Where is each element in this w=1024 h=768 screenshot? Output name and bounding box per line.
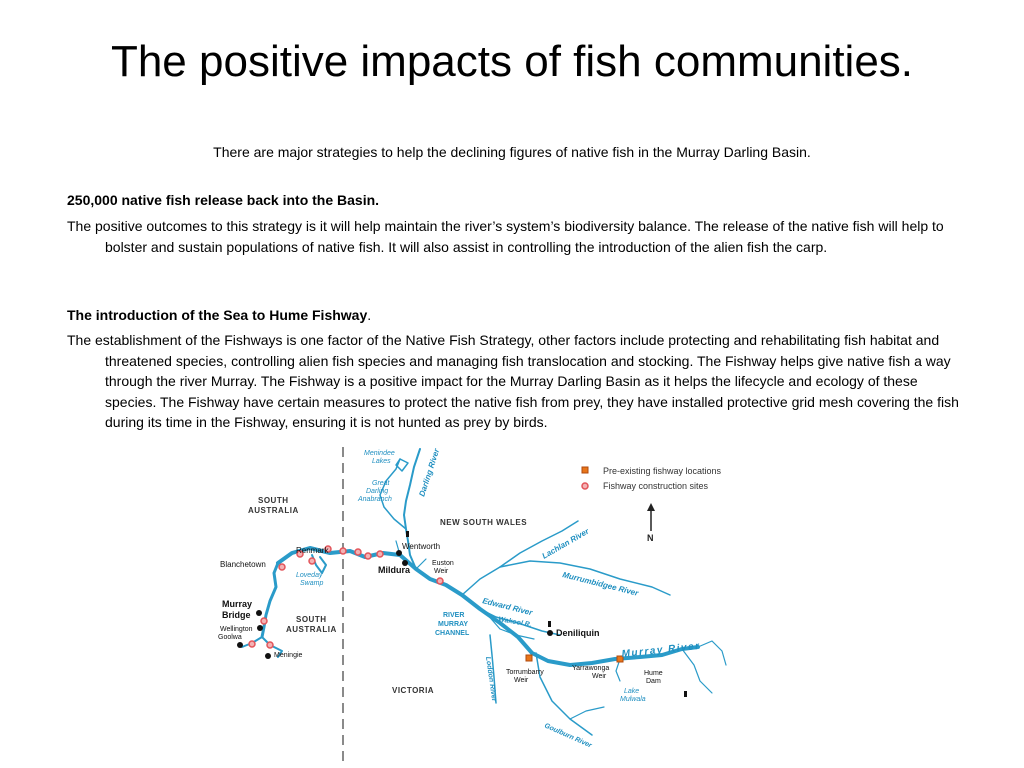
legend-existing-label: Pre-existing fishway locations bbox=[603, 466, 722, 476]
label-murrumbidgee-river: Murrumbidgee River bbox=[561, 570, 640, 598]
label-mulwala-2: Mulwala bbox=[620, 696, 646, 703]
label-channel-2: MURRAY bbox=[438, 621, 469, 628]
label-loveday-2: Swamp bbox=[300, 580, 324, 587]
label-euston-2: Weir bbox=[434, 568, 449, 575]
label-torrumbarry-2: Weir bbox=[514, 677, 529, 684]
section2-heading: The introduction of the Sea to Hume Fishway bbox=[67, 307, 368, 323]
label-great-1: Great bbox=[372, 480, 390, 487]
construction-site-marker bbox=[437, 578, 443, 584]
label-euston-1: Euston bbox=[432, 560, 454, 567]
section1-heading: 250,000 native fish release back into the Basin. bbox=[67, 192, 380, 208]
label-goolwa: Goolwa bbox=[218, 634, 242, 641]
legend-existing-swatch bbox=[582, 467, 588, 473]
label-wentworth: Wentworth bbox=[402, 542, 441, 551]
label-lachlan-river: Lachlan River bbox=[540, 526, 591, 561]
construction-site-marker bbox=[377, 551, 383, 557]
meningie-dot bbox=[265, 653, 271, 659]
construction-site-marker bbox=[340, 548, 346, 554]
slide-title: The positive impacts of fish communities. bbox=[110, 37, 914, 86]
wellington-dot bbox=[257, 625, 263, 631]
label-channel-3: CHANNEL bbox=[435, 630, 470, 637]
tick-mark bbox=[684, 691, 687, 697]
region-sa-mid-1: SOUTH bbox=[296, 615, 327, 624]
channel-labels bbox=[435, 612, 470, 637]
section2-heading-period: . bbox=[367, 307, 372, 323]
label-wakool-river: Wakool R. bbox=[497, 616, 533, 629]
legend-construction-label: Fishway construction sites bbox=[603, 481, 709, 491]
river-network bbox=[242, 449, 726, 735]
goulburn-branch-line bbox=[570, 707, 604, 719]
label-great-2: Darling bbox=[366, 488, 389, 495]
label-darling-river: Darling River bbox=[417, 447, 442, 498]
label-renmark: Renmark bbox=[296, 546, 329, 555]
label-mulwala-1: Lake bbox=[624, 688, 640, 695]
north-label: N bbox=[647, 533, 654, 543]
construction-site-marker bbox=[309, 558, 315, 564]
region-sa-top-2: AUSTRALIA bbox=[248, 506, 299, 515]
label-wellington: Wellington bbox=[220, 626, 253, 633]
section2-body: The establishment of the Fishways is one factor of the Native Fish Strategy, other factors include protecting and rehabilitating fish habitat and threatened species, controlling alien fish species and managing fish translocation and stocking. The Fishway helps give native fish a way through the river Murray. The Fishway is a positive impact for the Murray Darling Basin as it helps the lifecycle and ecology of these species. The Fishway have certain measures to protect the native fish from prey, they have installed protective grid mesh covering the fish during its time in the Fishway, ensuring it is not hunted as prey by birds. bbox=[67, 332, 959, 430]
label-hume-2: Dam bbox=[646, 678, 661, 685]
label-murray-river: Murray River bbox=[621, 640, 702, 660]
region-sa-mid-2: AUSTRALIA bbox=[286, 625, 337, 634]
legend-construction-swatch bbox=[582, 483, 588, 489]
construction-site-marker bbox=[261, 618, 267, 624]
label-hume-1: Hume bbox=[644, 670, 663, 677]
existing-fishway-marker bbox=[526, 655, 532, 661]
map-legend bbox=[582, 466, 722, 491]
construction-site-marker bbox=[267, 642, 273, 648]
tick-mark bbox=[548, 621, 551, 627]
goolwa-dot bbox=[237, 642, 243, 648]
label-deniliquin: Deniliquin bbox=[556, 628, 600, 638]
construction-site-marker bbox=[365, 553, 371, 559]
section1-body: The positive outcomes to this strategy is it will help maintain the river’s system’s biodiversity balance. The release of the native fish will help to bolster and sustain populations of native fish. It will also assist in controlling the introduction of the alien fish the carp. bbox=[67, 218, 944, 255]
construction-site-marker bbox=[355, 549, 361, 555]
river-labels bbox=[417, 447, 701, 750]
label-yarrawonga-2: Weir bbox=[592, 673, 607, 680]
region-sa-top-1: SOUTH bbox=[258, 496, 289, 505]
deniliquin-dot bbox=[547, 630, 553, 636]
label-channel-1: RIVER bbox=[443, 612, 465, 619]
region-nsw: NEW SOUTH WALES bbox=[440, 518, 528, 527]
label-menindee-1: Menindee bbox=[364, 450, 395, 457]
label-goulburn-river: Goulburn River bbox=[543, 722, 593, 750]
label-torrumbarry-1: Torrumbarry bbox=[506, 669, 544, 676]
lower-murray-line bbox=[262, 563, 278, 637]
intro-text: There are major strategies to help the declining figures of native fish in the Murray Darling Basin. bbox=[213, 144, 811, 160]
label-great-3: Anabranch bbox=[358, 496, 392, 503]
label-murray-bridge-2: Bridge bbox=[222, 610, 251, 620]
label-mildura: Mildura bbox=[378, 565, 411, 575]
darling-river-line bbox=[404, 449, 420, 569]
section2-heading-wrap bbox=[67, 306, 371, 324]
label-loddon-river: Loddon River bbox=[484, 656, 498, 702]
label-yarrawonga-1: Yarrawonga bbox=[572, 665, 610, 672]
label-edward-river: Edward River bbox=[481, 596, 534, 618]
label-blanchetown: Blanchetown bbox=[220, 560, 266, 569]
fishway-map bbox=[200, 445, 760, 765]
label-murray-bridge-1: Murray bbox=[222, 599, 253, 609]
tick-mark bbox=[406, 531, 409, 537]
construction-site-marker bbox=[249, 641, 255, 647]
murray-bridge-dot bbox=[256, 610, 262, 616]
label-meningie: Meningie bbox=[274, 652, 303, 659]
label-menindee-2: Lakes bbox=[372, 458, 391, 465]
north-arrow-icon bbox=[647, 503, 655, 543]
region-vic: VICTORIA bbox=[392, 686, 435, 695]
label-loveday-1: Loveday bbox=[296, 572, 323, 579]
construction-site-marker bbox=[279, 564, 285, 570]
